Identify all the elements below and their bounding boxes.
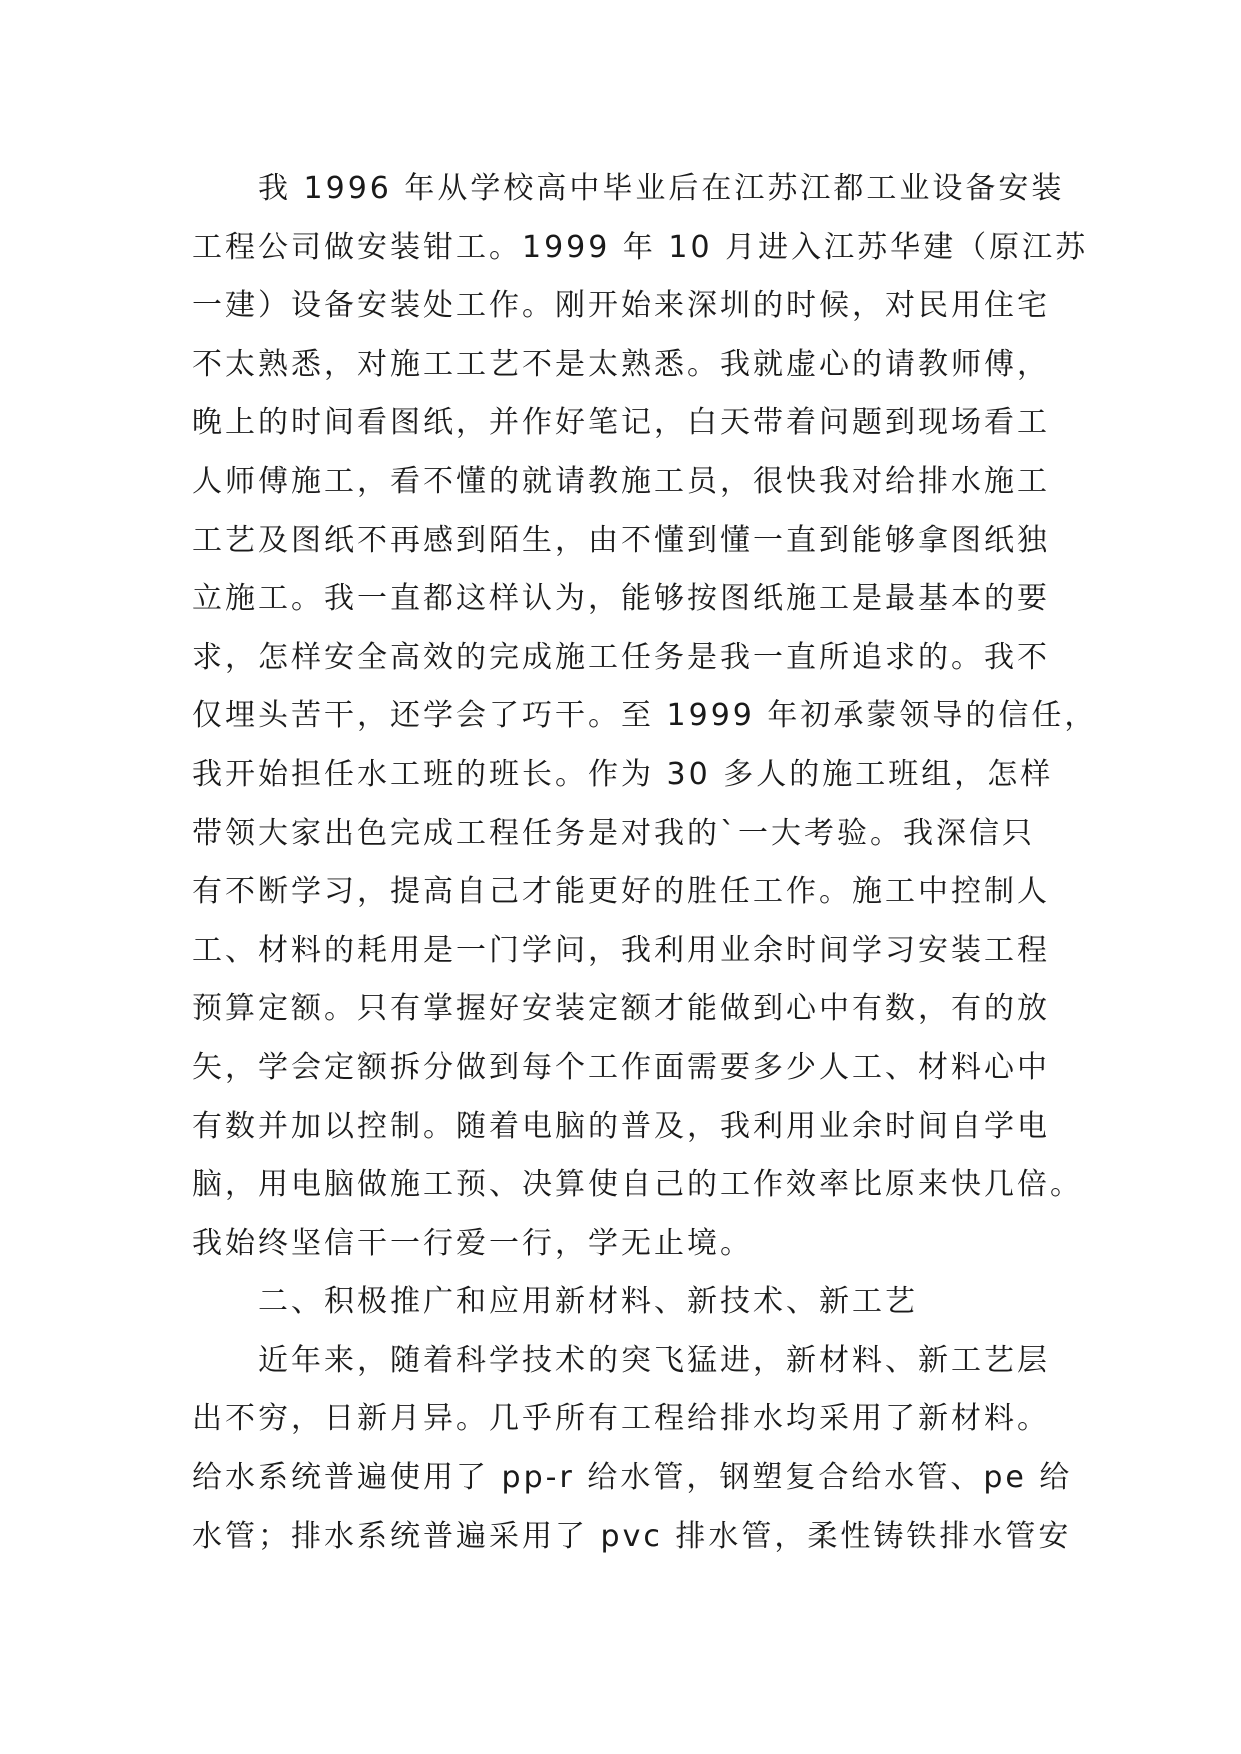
paragraph-line: 带领大家出色完成工程任务是对我的`一大考验。我深信只 xyxy=(192,815,1035,851)
section-heading: 二、积极推广和应用新材料、新技术、新工艺 xyxy=(258,1284,918,1320)
paragraph-line: 近年来，随着科学技术的突飞猛进，新材料、新工艺层 xyxy=(258,1342,1050,1378)
paragraph-line: 给水系统普遍使用了 pp-r 给水管，钢塑复合给水管、pe 给 xyxy=(192,1460,1073,1496)
paragraph-line: 工程公司做安装钳工。1999 年 10 月进入江苏华建（原江苏 xyxy=(192,229,1089,265)
paragraph-line: 脑，用电脑做施工预、决算使自己的工作效率比原来快几倍。 xyxy=(192,1167,1083,1203)
paragraph-line: 预算定额。只有掌握好安装定额才能做到心中有数，有的放 xyxy=(192,991,1050,1027)
document-body xyxy=(192,160,1098,1566)
paragraph-line: 晚上的时间看图纸，并作好笔记，白天带着问题到现场看工 xyxy=(192,405,1050,441)
paragraph-line: 立施工。我一直都这样认为，能够按图纸施工是最基本的要 xyxy=(192,581,1050,617)
paragraph-line: 人师傅施工，看不懂的就请教施工员，很快我对给排水施工 xyxy=(192,463,1050,499)
paragraph-line: 出不穷，日新月异。几乎所有工程给排水均采用了新材料。 xyxy=(192,1401,1050,1437)
paragraph-line: 我开始担任水工班的班长。作为 30 多人的施工班组，怎样 xyxy=(192,756,1054,792)
paragraph-line: 有数并加以控制。随着电脑的普及，我利用业余时间自学电 xyxy=(192,1108,1050,1144)
paragraph-line: 不太熟悉，对施工工艺不是太熟悉。我就虚心的请教师傅， xyxy=(192,346,1050,382)
paragraph-line: 工艺及图纸不再感到陌生，由不懂到懂一直到能够拿图纸独 xyxy=(192,522,1050,558)
paragraph-line: 一建）设备安装处工作。刚开始来深圳的时候，对民用住宅 xyxy=(192,288,1050,324)
paragraph-line: 工、材料的耗用是一门学问，我利用业余时间学习安装工程 xyxy=(192,932,1050,968)
paragraph-line: 我始终坚信干一行爱一行，学无止境。 xyxy=(192,1225,753,1261)
paragraph-line: 仅埋头苦干，还学会了巧干。至 1999 年初承蒙领导的信任， xyxy=(192,698,1098,734)
paragraph-line: 求，怎样安全高效的完成施工任务是我一直所追求的。我不 xyxy=(192,639,1050,675)
paragraph-line: 矢，学会定额拆分做到每个工作面需要多少人工、材料心中 xyxy=(192,1049,1050,1085)
paragraph-line: 有不断学习，提高自己才能更好的胜任工作。施工中控制人 xyxy=(192,874,1050,910)
paragraph-line: 我 1996 年从学校高中毕业后在江苏江都工业设备安装 xyxy=(258,171,1065,206)
paragraph-line: 水管；排水系统普遍采用了 pvc 排水管，柔性铸铁排水管安 xyxy=(192,1518,1072,1554)
